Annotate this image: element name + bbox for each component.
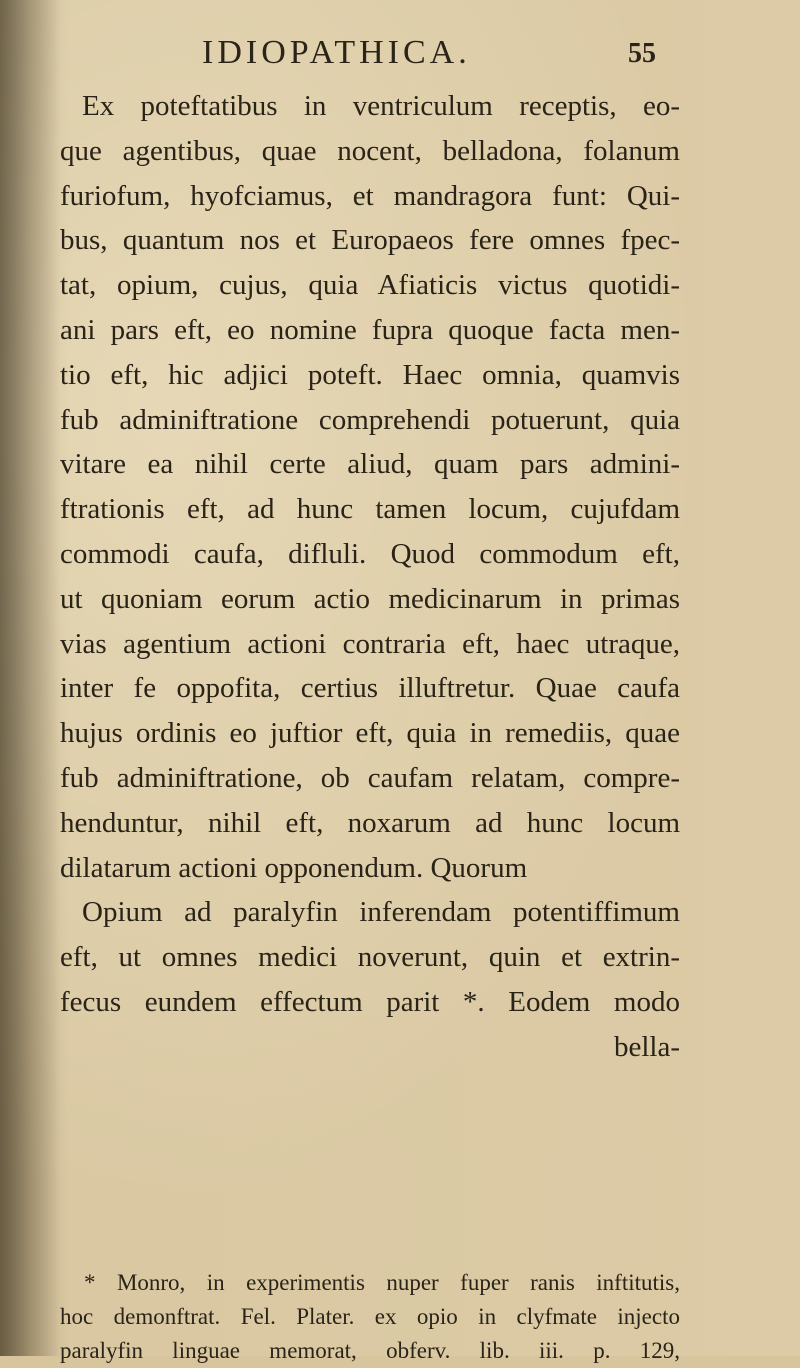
footnote-line: hoc demonftrat. Fel. Plater. ex opio in clyfmate injecto [60, 1304, 680, 1329]
gutter-shadow [0, 0, 60, 1356]
text-line: tio eft, hic adjici poteft. Haec omnia, quamvis [60, 358, 680, 391]
text-line: tat, opium, cujus, quia Afiaticis victus quotidi- [60, 269, 680, 302]
text-line: commodi caufa, difluli. Quod commodum eft, [60, 537, 680, 570]
footnote [60, 1266, 680, 1368]
text-line: vitare ea nihil certe aliud, quam pars admini- [60, 448, 680, 481]
text-line: furiofum, hyofciamus, et mandragora funt: Qui- [60, 179, 680, 212]
text-line: ani pars eft, eo nomine fupra quoque facta men- [60, 313, 680, 346]
running-head [0, 34, 800, 74]
page-number: 55 [628, 38, 656, 69]
text-line: ut quoniam eorum actio medicinarum in primas [60, 582, 680, 615]
text-line: fecus eundem effectum parit *. Eodem modo [60, 985, 680, 1018]
text-line: ftrationis eft, ad hunc tamen locum, cujufdam [60, 493, 680, 526]
text-line: vias agentium actioni contraria eft, haec utraque, [60, 627, 680, 660]
footnote-line: paralyfin linguae memorat, obferv. lib. iii. p. 129, [60, 1338, 680, 1363]
text-line: henduntur, nihil eft, noxarum ad hunc locum [60, 806, 680, 839]
text-line: fub adminiftratione, ob caufam relatam, compre- [60, 761, 680, 794]
text-line: Opium ad paralyfin inferendam potentiffimum [82, 896, 680, 929]
catchword: bella- [613, 1030, 680, 1063]
text-line: bus, quantum nos et Europaeos fere omnes fpec- [60, 224, 680, 257]
footnote-line: * Monro, in experimentis nuper fuper ranis inftitutis, [84, 1270, 680, 1295]
text-line: eft, ut omnes medici noverunt, quin et extrin- [60, 941, 680, 974]
text-line: dilatarum actioni opponendum. Quorum [60, 851, 528, 884]
text-line: fub adminiftratione comprehendi potuerunt, quia [60, 403, 680, 436]
body-text [60, 84, 680, 1070]
text-line: hujus ordinis eo juftior eft, quia in remediis, quae [60, 717, 680, 750]
text-line: inter fe oppofita, certius illuftretur. Quae caufa [60, 672, 680, 705]
text-line: que agentibus, quae nocent, belladona, folanum [60, 134, 680, 167]
running-title: IDIOPATHICA. [202, 34, 471, 71]
text-line: Ex poteftatibus in ventriculum receptis, eo- [82, 90, 680, 122]
